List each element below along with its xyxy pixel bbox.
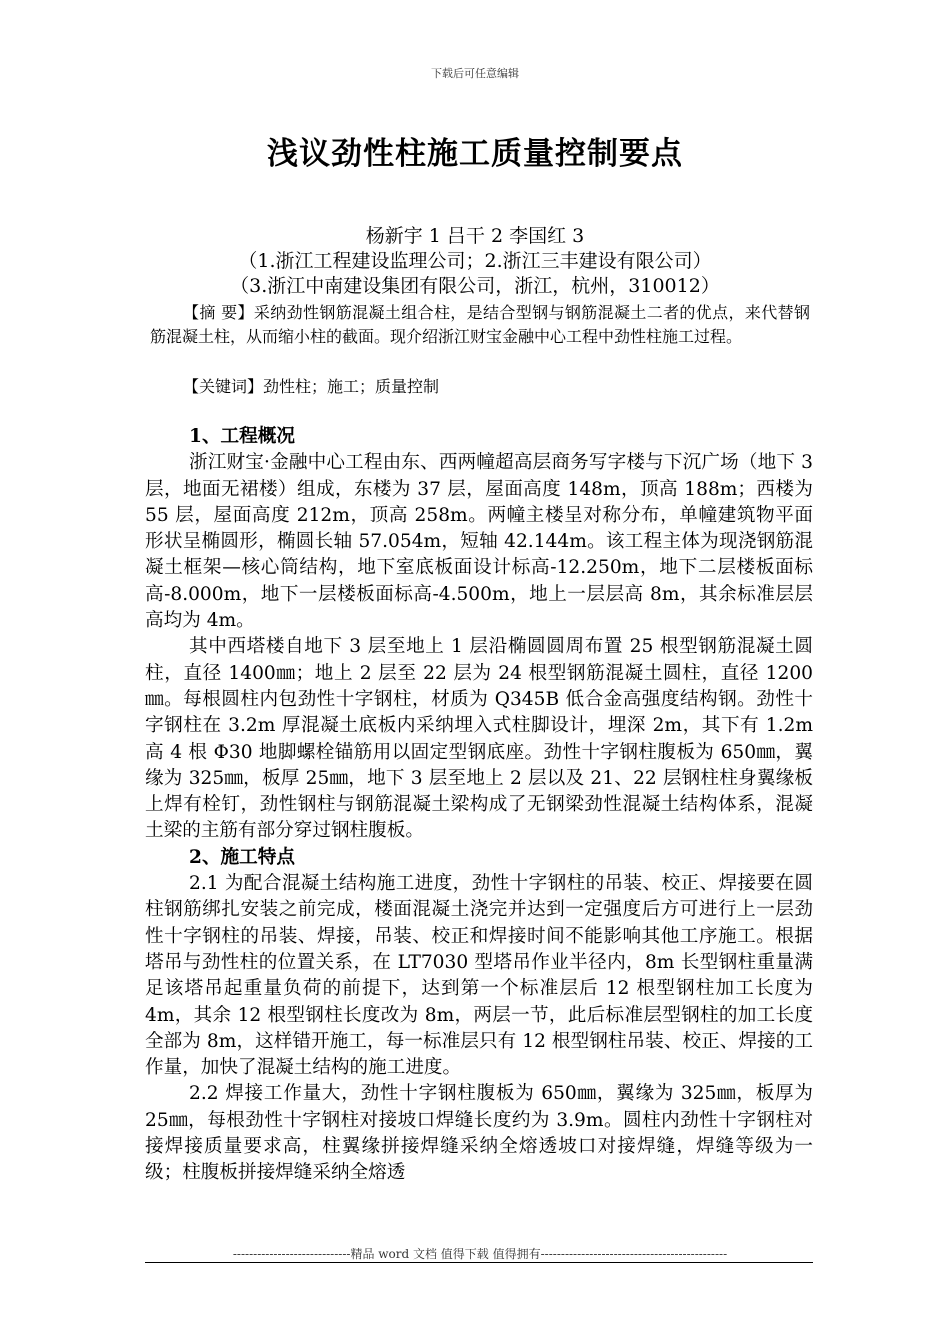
section-1-paragraph-1: 浙江财宝·金融中心工程由东、西两幢超高层商务写字楼与下沉广场（地下 3 层，地面无裙楼）组成，东楼为 37 层，屋面高度 148m，顶高 188m；西楼为 55 层，屋面高度 212m，顶高 258m。两幢主楼呈对称分布，单幢建筑物平面形状呈椭圆形，椭圆长轴 57.054m，短轴 42.144m。该工程主体为现浇钢筋混凝土框架—核心筒结构，地下室底板面设计标高-12.250m，地下二层楼板面标高-8.000m，地下一层楼板面标高-4.500m，地上一层层高 8m，其余标准层层高均为 4m。 (145, 452, 813, 632)
affiliation-1: （1.浙江工程建设监理公司；2.浙江三丰建设有限公司） (238, 250, 712, 272)
section-1-paragraph-2: 其中西塔楼自地下 3 层至地上 1 层沿椭圆圆周布置 25 根型钢筋混凝土圆柱，直径 1400㎜；地上 2 层至 22 层为 24 根型钢筋混凝土圆柱，直径 1200㎜。每根圆柱内包劲性十字钢柱，材质为 Q345B 低合金高强度结构钢。劲性十字钢柱在 3.2m 厚混凝土底板内采纳埋入式柱脚设计，埋深 2m，其下有 1.2m 高 4 根 Φ30 地脚螺栓锚筋用以固定型钢底座。劲性十字钢柱腹板为 650㎜，翼缘为 325㎜，板厚 25㎜，地下 3 层至地上 2 层以及 21、22 层钢柱柱身翼缘板上焊有栓钉，劲性钢柱与钢筋混凝土梁构成了无钢梁劲性混凝土结构体系，混凝土梁的主筋有部分穿过钢柱腹板。 (145, 636, 813, 842)
section-2-paragraph-2: 2.2 焊接工作量大，劲性十字钢柱腹板为 650㎜，翼缘为 325㎜，板厚为 25㎜，每根劲性十字钢柱对接坡口焊缝长度约为 3.9m。圆柱内劲性十字钢柱对接焊接质量要求高，柱翼缘拼接焊缝采纳全熔透坡口对接焊缝，焊缝等级为一级；柱腹板拼接焊缝采纳全熔透 (145, 1083, 813, 1184)
authors: 杨新宇 1 吕干 2 李国红 3 (365, 225, 585, 247)
affiliation-2: （3.浙江中南建设集团有限公司，浙江，杭州，310012） (230, 275, 720, 297)
keywords: 【关键词】劲性柱；施工；质量控制 (183, 377, 440, 396)
footer-divider (145, 1262, 813, 1263)
abstract: 【摘 要】采纳劲性钢筋混凝土组合柱，是结合型钢与钢筋混凝土二者的优点，来代替钢筋混凝土柱，从而缩小柱的截面。现介绍浙江财宝金融中心工程中劲性柱施工过程。 (150, 303, 810, 346)
document-body (145, 424, 813, 1187)
header-note: 下载后可任意编辑 (431, 67, 519, 80)
document-title: 浅议劲性柱施工质量控制要点 (267, 136, 683, 172)
section-2-heading: 2、施工特点 (189, 846, 295, 868)
section-1-heading: 1、工程概况 (189, 426, 295, 447)
section-2-paragraph-1: 2.1 为配合混凝土结构施工进度，劲性十字钢柱的吊装、校正、焊接要在圆柱钢筋绑扎安装之前完成，楼面混凝土浇完并达到一定强度后方可进行上一层劲性十字钢柱的吊装、焊接，吊装、校正和焊接时间不能影响其他工序施工。根据塔吊与劲性柱的位置关系，在 LT7030 型塔吊作业半径内，8m 长型钢柱重量满足该塔吊起重量负荷的前提下，达到第一个标准层后 12 根型钢柱加工长度为 4m，其余 12 根型钢柱长度改为 8m，两层一节，此后标准层型钢柱的加工长度全部为 8m，这样错开施工，每一标准层只有 12 根型钢柱吊装、校正、焊接的工作量，加快了混凝土结构的施工进度。 (145, 873, 813, 1079)
footer-text: -----------------------------精品 word 文档 值得下载 值得拥有---------------------------------------------- (232, 1247, 728, 1261)
